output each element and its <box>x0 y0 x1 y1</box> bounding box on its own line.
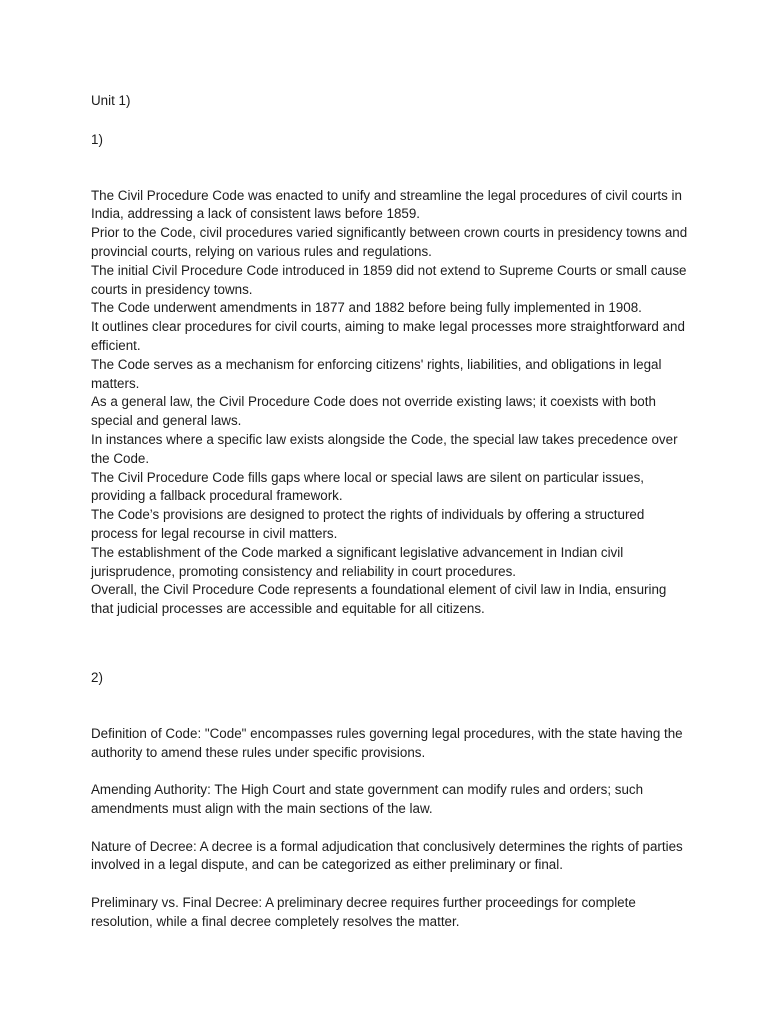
section-2-item: Nature of Decree: A decree is a formal adjudication that conclusively determines the rights of parties involved in a legal dispute, and can be categorized as either preliminary or final. <box>91 838 683 873</box>
section-1-paragraph: The establishment of the Code marked a significant legislative advancement in Indian civil jurisprudence, promoting consistency and reliability in court procedures. <box>91 544 624 579</box>
section-1-paragraph: The Civil Procedure Code fills gaps where local or special laws are silent on particular issues, providing a fallback procedural framework. <box>91 469 644 504</box>
section-1-paragraph: The Code underwent amendments in 1877 and 1882 before being fully implemented in 1908. <box>91 300 642 316</box>
section-1-paragraph: It outlines clear procedures for civil courts, aiming to make legal processes more straightforward and efficient. <box>91 319 685 353</box>
section-1-number: 1) <box>91 131 103 147</box>
section-2-number: 2) <box>91 669 103 685</box>
section-1-paragraph: The Code serves as a mechanism for enforcing citizens' rights, liabilities, and obligations in legal matters. <box>91 356 662 391</box>
section-1-paragraphs <box>91 187 691 619</box>
section-2-item: Preliminary vs. Final Decree: A preliminary decree requires further proceedings for complete resolution, while a final decree completely resolves the matter. <box>91 894 636 929</box>
section-2-item: Amending Authority: The High Court and state government can modify rules and orders; such amendments must align with the main sections of the law. <box>91 782 644 816</box>
section-2-items <box>91 725 691 932</box>
section-1-paragraph: Overall, the Civil Procedure Code represents a foundational element of civil law in India, ensuring that judicial processes are accessible and equitable for all citizens. <box>91 582 667 617</box>
unit-heading: Unit 1) <box>91 93 131 108</box>
section-1-paragraph: The initial Civil Procedure Code introduced in 1859 did not extend to Supreme Courts or small cause courts in presidency towns. <box>91 262 687 297</box>
section-1-paragraph: In instances where a specific law exists alongside the Code, the special law takes precedence over the Code. <box>91 431 678 466</box>
section-1-paragraph: As a general law, the Civil Procedure Code does not override existing laws; it coexists with both special and general laws. <box>91 394 656 429</box>
section-1-paragraph: The Code’s provisions are designed to protect the rights of individuals by offering a structured process for legal recourse in civil matters. <box>91 507 645 541</box>
document-body <box>91 92 691 931</box>
section-2-item: Definition of Code: "Code" encompasses rules governing legal procedures, with the state having the authority to amend these rules under specific provisions. <box>91 725 683 760</box>
section-1-paragraph: Prior to the Code, civil procedures varied significantly between crown courts in presidency towns and provincial courts, relying on various rules and regulations. <box>91 225 688 259</box>
section-1-paragraph: The Civil Procedure Code was enacted to unify and streamline the legal procedures of civil courts in India, addressing a lack of consistent laws before 1859. <box>91 187 682 222</box>
